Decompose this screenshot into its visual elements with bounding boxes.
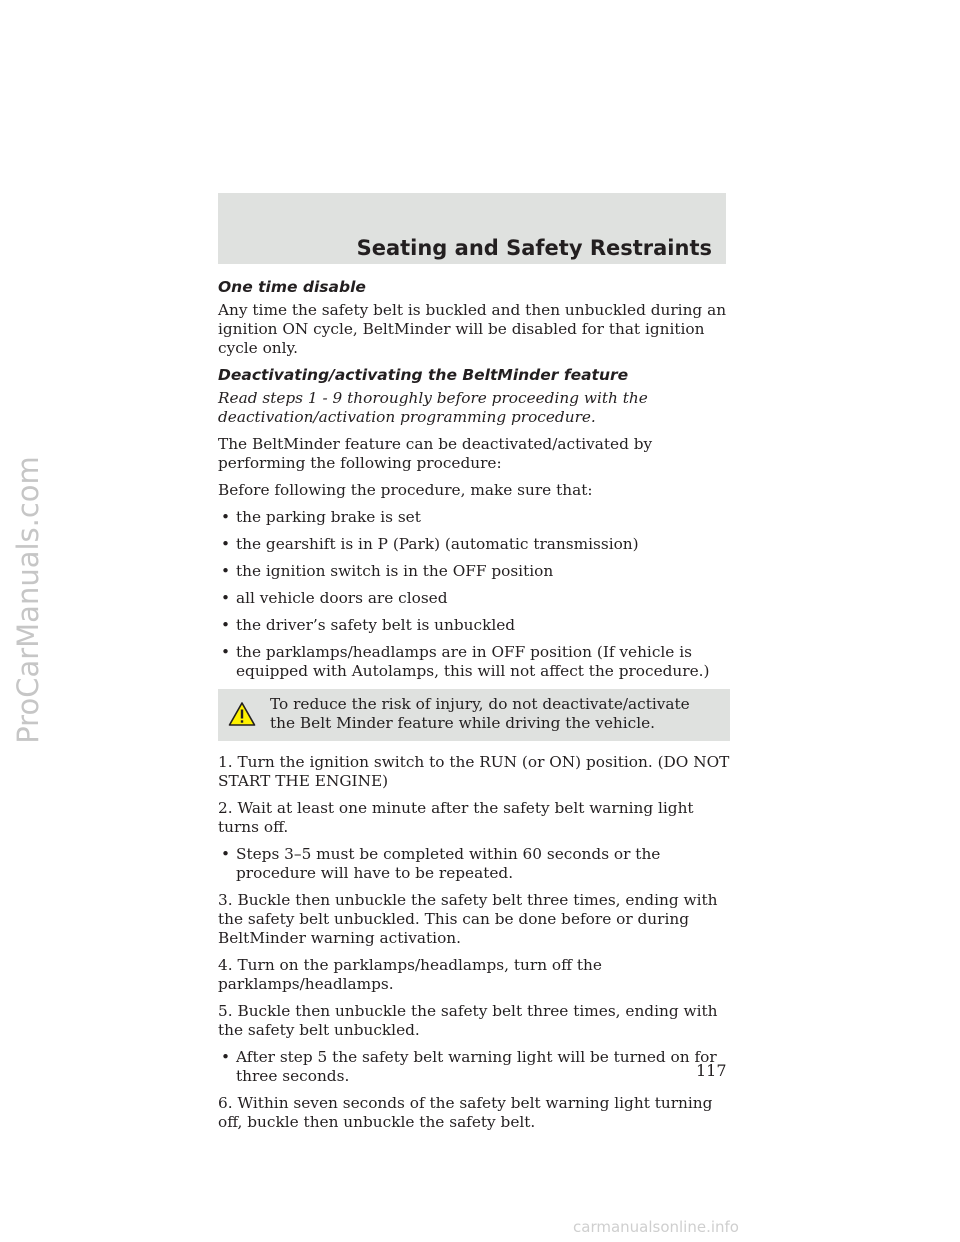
side-watermark-text: ProCarManuals.com xyxy=(11,456,45,744)
list-item: • the parking brake is set xyxy=(218,508,730,527)
step-2-notes xyxy=(218,845,730,883)
page-content xyxy=(218,278,730,1140)
side-watermark xyxy=(6,200,50,1000)
precondition-list xyxy=(218,508,730,681)
step-4: 4. Turn on the parklamps/headlamps, turn off the parklamps/headlamps. xyxy=(218,956,602,993)
section-title: Seating and Safety Restraints xyxy=(356,236,712,260)
before-following-text: Before following the procedure, make sure that: xyxy=(218,481,593,499)
step-3: 3. Buckle then unbuckle the safety belt three times, ending with the safety belt unbuckled. This can be done before or during BeltMinder warning activation. xyxy=(218,891,718,947)
step-5-notes xyxy=(218,1048,730,1086)
deactivating-heading: Deactivating/activating the BeltMinder feature xyxy=(218,366,629,384)
list-item: • Steps 3–5 must be completed within 60 seconds or the procedure will have to be repeated. xyxy=(218,845,730,883)
deactivate-procedure-text: The BeltMinder feature can be deactivated/activated by performing the following procedure: xyxy=(218,435,653,472)
step-5: 5. Buckle then unbuckle the safety belt three times, ending with the safety belt unbuckled. xyxy=(218,1002,718,1039)
page-number: 117 xyxy=(696,1061,727,1080)
one-time-disable-heading: One time disable xyxy=(218,278,366,296)
one-time-disable-text: Any time the safety belt is buckled and then unbuckled during an ignition ON cycle, BeltMinder will be disabled for that ignition cycle only. xyxy=(218,301,727,357)
footer-watermark: carmanualsonline.info xyxy=(573,1218,739,1236)
list-item: • the gearshift is in P (Park) (automatic transmission) xyxy=(218,535,730,554)
read-steps-note: Read steps 1 - 9 thoroughly before proceeding with the deactivation/activation programming procedure. xyxy=(218,389,648,426)
list-item: • the ignition switch is in the OFF position xyxy=(218,562,730,581)
warning-text: To reduce the risk of injury, do not deactivate/activate the Belt Minder feature while driving the vehicle. xyxy=(270,695,690,732)
step-1: 1. Turn the ignition switch to the RUN (or ON) position. (DO NOT START THE ENGINE) xyxy=(218,753,730,790)
warning-box xyxy=(218,689,730,741)
list-item: • the parklamps/headlamps are in OFF position (If vehicle is equipped with Autolamps, this will not affect the procedure.) xyxy=(218,643,730,681)
list-item: • After step 5 the safety belt warning light will be turned on for three seconds. xyxy=(218,1048,730,1086)
step-2: 2. Wait at least one minute after the safety belt warning light turns off. xyxy=(218,799,694,836)
step-6: 6. Within seven seconds of the safety belt warning light turning off, buckle then unbuckle the safety belt. xyxy=(218,1094,713,1131)
warning-triangle-icon xyxy=(228,701,256,727)
list-item: • the driver’s safety belt is unbuckled xyxy=(218,616,730,635)
section-header-band xyxy=(218,193,726,264)
list-item: • all vehicle doors are closed xyxy=(218,589,730,608)
